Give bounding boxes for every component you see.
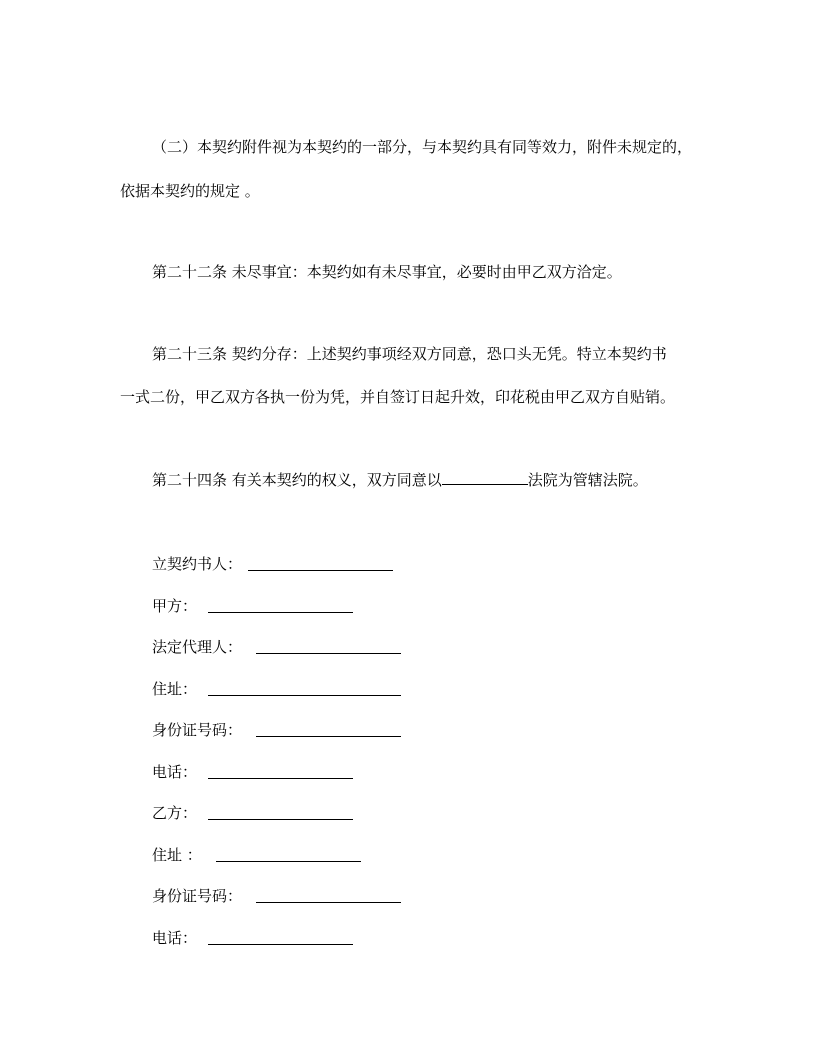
field-party-a bbox=[152, 596, 197, 616]
paragraph-article-24 bbox=[152, 470, 648, 490]
fill-blank[interactable] bbox=[208, 681, 401, 696]
article-24-text-after: 法院为管辖法院。 bbox=[527, 471, 648, 489]
field-label: 法定代理人： bbox=[152, 638, 243, 656]
field-label: 身份证号码： bbox=[152, 887, 243, 905]
field-label: 住址 ： bbox=[152, 846, 202, 864]
fill-blank[interactable] bbox=[256, 639, 401, 654]
fill-blank[interactable] bbox=[208, 598, 353, 613]
field-label: 电话： bbox=[152, 763, 198, 781]
court-name-blank[interactable] bbox=[442, 470, 528, 485]
paragraph-article-23-line2: 一式二份，甲乙双方各执一份为凭，并自签订日起升效，印花税由甲乙双方自贴销。 bbox=[120, 388, 676, 406]
field-label: 甲方： bbox=[152, 597, 198, 615]
field-label: 乙方： bbox=[152, 804, 198, 822]
field-label: 立契约书人： bbox=[152, 555, 243, 573]
field-address-a bbox=[152, 679, 197, 699]
field-contract-signer bbox=[152, 554, 242, 574]
article-24-text-before: 第二十四条 有关本契约的权义，双方同意以 bbox=[152, 471, 442, 489]
fill-blank[interactable] bbox=[256, 888, 401, 903]
field-id-number-a bbox=[152, 720, 242, 740]
paragraph-appendix-line1: （二）本契约附件视为本契约的一部分，与本契约具有同等效力，附件未规定的， bbox=[152, 138, 693, 156]
field-phone-a bbox=[152, 762, 197, 782]
field-address-b bbox=[152, 845, 202, 865]
fill-blank[interactable] bbox=[208, 930, 353, 945]
field-legal-representative bbox=[152, 637, 242, 657]
field-label: 住址： bbox=[152, 680, 198, 698]
field-party-b bbox=[152, 803, 197, 823]
paragraph-article-22: 第二十二条 未尽事宜：本契约如有未尽事宜，必要时由甲乙双方洽定。 bbox=[152, 263, 622, 281]
field-label: 电话： bbox=[152, 929, 198, 947]
paragraph-article-23-line1: 第二十三条 契约分存：上述契约事项经双方同意，恐口头无凭。特立本契约书 bbox=[152, 345, 667, 363]
field-label: 身份证号码： bbox=[152, 721, 243, 739]
paragraph-appendix-line2: 依据本契约的规定 。 bbox=[120, 182, 260, 200]
fill-blank[interactable] bbox=[208, 764, 353, 779]
field-phone-b bbox=[152, 928, 197, 948]
fill-blank[interactable] bbox=[216, 847, 361, 862]
fill-blank[interactable] bbox=[256, 722, 401, 737]
signature-blank[interactable] bbox=[248, 556, 393, 571]
field-id-number-b bbox=[152, 886, 242, 906]
fill-blank[interactable] bbox=[208, 805, 353, 820]
